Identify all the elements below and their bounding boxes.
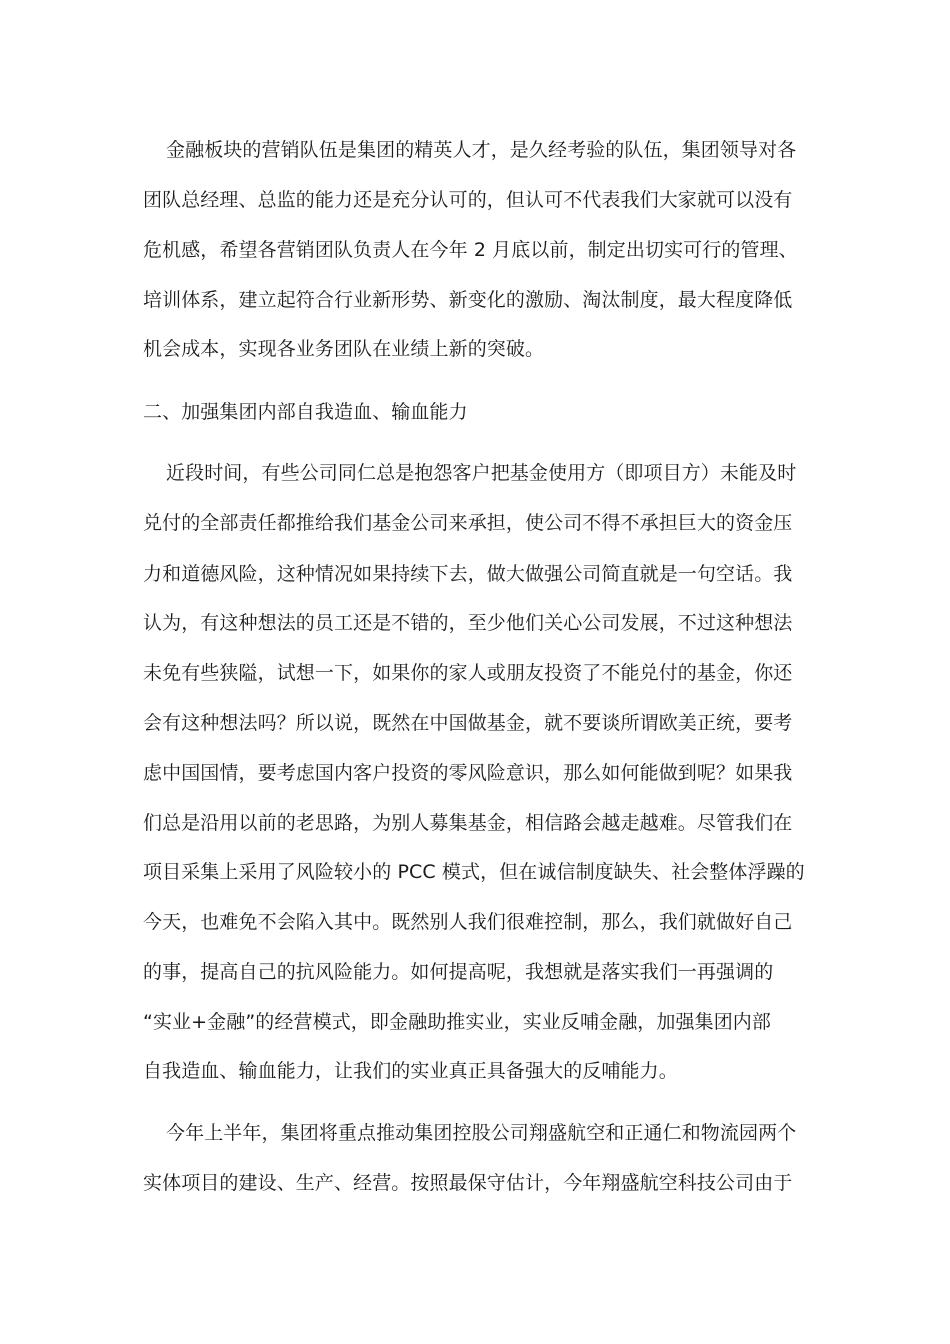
paragraph-1-line-2: 团队总经理、总监的能力还是充分认可的，但认可不代表我们大家就可以没有: [143, 189, 793, 211]
paragraph-2-line-7: 虑中国国情，要考虑国内客户投资的零风险意识，那么如何能做到呢？如果我: [143, 762, 793, 784]
paragraph-2-line-2: 兑付的全部责任都推给我们基金公司来承担，使公司不得不承担巨大的资金压: [143, 512, 793, 534]
paragraph-2-line-10: 今天，也难免不会陷入其中。既然别人我们很难控制，那么，我们就做好自己: [143, 911, 793, 933]
paragraph-2-line-9: 项目采集上采用了风险较小的 PCC 模式，但在诚信制度缺失、社会整体浮躁的: [143, 861, 805, 883]
paragraph-1-line-3: 危机感，希望各营销团队负责人在今年 2 月底以前，制定出切实可行的管理、: [143, 239, 798, 261]
paragraph-2-line-11: 的事，提高自己的抗风险能力。如何提高呢，我想就是落实我们一再强调的: [143, 961, 774, 983]
paragraph-3-line-2: 实体项目的建设、生产、经营。按照最保守估计，今年翔盛航空科技公司由于: [143, 1172, 793, 1194]
paragraph-2-line-3: 力和道德风险，这种情况如果持续下去，做大做强公司简直就是一句空话。我: [143, 563, 793, 585]
paragraph-2-line-1: 近段时间，有些公司同仁总是抱怨客户把基金使用方（即项目方）未能及时: [166, 462, 797, 484]
paragraph-2-line-5: 未免有些狭隘，试想一下，如果你的家人或朋友投资了不能兑付的基金，你还: [143, 662, 793, 684]
paragraph-1-line-5: 机会成本，实现各业务团队在业绩上新的突破。: [143, 338, 545, 360]
paragraph-2-line-13: 自我造血、输血能力，让我们的实业真正具备强大的反哺能力。: [143, 1060, 678, 1082]
paragraph-2-line-4: 认为，有这种想法的员工还是不错的，至少他们关心公司发展，不过这种想法: [143, 612, 793, 634]
paragraph-2-line-8: 们总是沿用以前的老思路，为别人募集基金，相信路会越走越难。尽管我们在: [143, 812, 793, 834]
paragraph-2-line-6: 会有这种想法吗？所以说，既然在中国做基金，就不要谈所谓欧美正统，要考: [143, 712, 793, 734]
paragraph-3-line-1: 今年上半年，集团将重点推动集团控股公司翔盛航空和正通仁和物流园两个: [166, 1122, 797, 1144]
paragraph-2-line-12: “实业+金融”的经营模式，即金融助推实业，实业反哺金融，加强集团内部: [143, 1011, 772, 1033]
section-heading: 二、加强集团内部自我造血、输血能力: [143, 401, 468, 423]
paragraph-1-line-4: 培训体系，建立起符合行业新形势、新变化的激励、淘汰制度，最大程度降低: [143, 289, 793, 311]
paragraph-1-line-1: 金融板块的营销队伍是集团的精英人才，是久经考验的队伍，集团领导对各: [166, 139, 797, 161]
